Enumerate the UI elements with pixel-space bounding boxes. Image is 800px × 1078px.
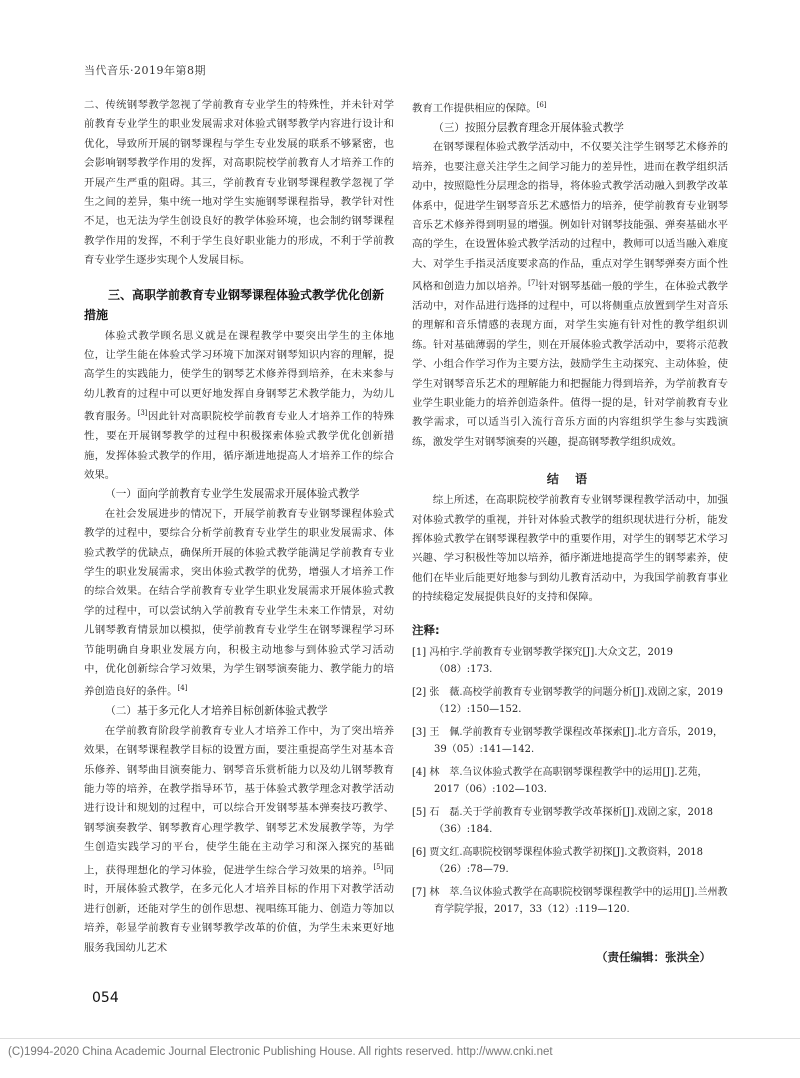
paragraph-text: 同时，开展体验式教学，在多元化人才培养目标的作用下对教学活动进行创新，还能对学生的创作思想、视唱练耳能力、创造力等加以培养，彰显学前教育专业钢琴教学改革的价值，为学生未来更好地服务我国幼儿艺术 [84, 864, 394, 954]
conclusion-heading: 结 语 [546, 472, 594, 487]
reference-list [412, 644, 728, 919]
paragraph [84, 505, 394, 703]
page-number: 054 [92, 990, 119, 1006]
paragraph-text: 在钢琴课程体验式教学活动中，不仅要关注学生钢琴艺术修养的培养，也要注意关注学生之间学习能力的差异性，进而在教学组织活动中，按照隐性分层理念的指导，将体验式教学活动融入到教学改革体系中，促进学生钢琴音乐艺术感悟力的培养，使学前教育专业钢琴音乐艺术修养得到明显的增强。例如针对钢琴技能强、弹奏基础水平高的学生，在设置体验式教学活动的过程中，教师可以适当融入难度大、对学生手指灵活度要求高的作品，重点对学生钢琴弹奏方面个性风格和创造力加以培养。 [412, 141, 728, 293]
paragraph-text: 教育工作提供相应的保障。 [412, 102, 537, 115]
subsection-heading: （一）面向学前教育专业学生发展需求开展体验式教学 [105, 488, 360, 501]
reference-item: [6] 贾文红.高职院校钢琴课程体验式教学初探[J].文教资料，2018（26）:78—79. [412, 846, 703, 876]
reference-item: [1] 冯柏宇.学前教育专业钢琴教学探究[J].大众文艺，2019（08）:173. [412, 646, 673, 676]
subsection-heading: （三）按照分层教育理念开展体验式教学 [433, 121, 624, 134]
paragraph [84, 722, 394, 958]
reference-item: [3] 王 佩.学前教育专业钢琴教学课程改革探索[J].北方音乐，2019，39（05）:141—142. [412, 726, 723, 756]
citation-ref: [4] [177, 684, 188, 693]
citation-ref: [6] [536, 101, 547, 109]
paragraph-text: 体验式教学顾名思义就是在课程教学中要突出学生的主体地位，让学生能在体验式学习环境下加深对钢琴知识内容的理解，提高学生的实践能力，使学生的钢琴艺术修养得到培养，在未来参与幼儿教育的过程中可以更好地发挥自身钢琴艺术教学能力，为幼儿教育服务。 [84, 329, 394, 423]
journal-header: 当代音乐·2019年第8期 [84, 64, 206, 77]
subsection-heading: （二）基于多元化人才培养目标创新体验式教学 [105, 705, 328, 718]
reference-item: [2] 张 薇.高校学前教育专业钢琴教学的问题分析[J].戏剧之家，2019（12）:150—152. [412, 686, 723, 716]
citation-ref: [3] [137, 409, 148, 418]
responsible-editor: （责任编辑：张洪全） [596, 950, 711, 964]
paragraph-text: 在学前教育阶段学前教育专业人才培养工作中，为了突出培养效果，在钢琴课程教学目标的设置方面，要注重提高学生对基本音乐修养、钢琴曲目演奏能力、钢琴音乐赏析能力以及幼儿钢琴教育能力等的培养，在教学指导环节，基于体验式教学理念对教学活动进行设计和规划的过程中，可以综合开发钢琴基本弹奏技巧教学、钢琴演奏教学、钢琴教育心理学教学、钢琴艺术发展教学等，为学生创造实践学习的平台，使学生能在主动学习和深入探究的基础上，获得理想化的学习体验，促进学生综合学习效果的培养。 [84, 724, 394, 877]
paragraph [412, 96, 728, 119]
right-column [412, 96, 728, 924]
paragraph-text: 针对钢琴基础一般的学生，在体验式教学活动中，对作品进行选择的过程中，可以将侧重点放置到学生对音乐的理解和音乐情感的表现方面，对学生实施有针对性的教学组织训练。针对基础薄弱的学生，则在开展体验式教学活动中，要将示范教学、小组合作学习作为主要方法，鼓励学生主动探究、主动体验，使学生对钢琴音乐艺术的理解能力和把握能力得到培养，为学前教育专业学生职业能力的培养创造条件。值得一提的是，针对学前教育专业教学需求，可以适当引入流行音乐方面的内容组织学生参与实践演练，激发学生对钢琴演奏的兴趣，提高钢琴教学组织成效。 [412, 280, 729, 448]
citation-ref: [7] [528, 279, 539, 288]
reference-item: [5] 石 磊.关于学前教育专业钢琴教学改革探析[J].戏剧之家，2018（36）:184. [412, 806, 713, 836]
paragraph-text: 因此针对高职院校学前教育专业人才培养工作的特殊性，要在开展钢琴教学的过程中积极探索体验式教学优化创新措施，发挥体验式教学的作用，循序渐进地提高人才培养工作的综合效果。 [84, 410, 395, 481]
copyright-notice: (C)1994-2020 China Academic Journal Electronic Publishing House. All rights reserved. http://www.cnki.net [8, 1046, 553, 1058]
paragraph [412, 138, 728, 452]
citation-ref: [5] [373, 862, 384, 871]
paragraph [84, 327, 394, 486]
notes-heading: 注释: [412, 622, 440, 637]
paragraph: 二、传统钢琴教学忽视了学前教育专业学生的特殊性，并未针对学前教育专业学生的职业发展需求对体验式钢琴教学内容进行设计和优化，导致所开展的钢琴课程与学生专业发展的联系不够紧密，也会影响钢琴教学作用的发挥，对高职院校学前教育人才培养工作的开展产生严重的阻碍。其三，学前教育专业钢琴课程教学忽视了学生之间的差异，集中统一地对学生实施钢琴课程指导，教学针对性不足，也无法为学生创设良好的教学体验环境，也会制约钢琴课程教学作用的发挥，不利于学生良好职业能力的形成，不利于学前教育专业学生逐步实现个人发展目标。 [84, 99, 394, 267]
section-heading: 三、高职学前教育专业钢琴课程体验式教学优化创新措施 [84, 287, 385, 322]
left-column [84, 96, 394, 958]
paragraph: 综上所述，在高职院校学前教育专业钢琴课程教学活动中，加强对体验式教学的重视，并针对体验式教学的组织现状进行分析，能发挥体验式教学在钢琴课程教学中的重要作用，对学生的钢琴艺术学习兴趣、学习积极性等加以培养，循序渐进地提高学生的钢琴素养，使他们在毕业后能更好地参与到幼儿教育活动中，为我国学前教育事业的持续稳定发展提供良好的支持和保障。 [412, 494, 728, 604]
footer-divider [0, 1038, 800, 1039]
reference-item: [7] 林 萃.刍议体验式教学在高职院校钢琴课程教学中的运用[J].兰州教育学院学报，2017，33（12）:119—120. [412, 886, 728, 916]
reference-item: [4] 林 萃.刍议体验式教学在高职钢琴课程教学中的运用[J].艺苑，2017（06）:102—103. [412, 766, 708, 796]
paragraph-text: 在社会发展进步的情况下，开展学前教育专业钢琴课程体验式教学的过程中，要综合分析学前教育专业学生的职业发展需求、体验式教学的优缺点，确保所开展的体验式教学能满足学前教育专业学生的职业发展需求，突出体验式教学的优势，增强人才培养工作的综合效果。在结合学前教育专业学生职业发展需求开展体验式教学的过程中，可以尝试纳入学前教育专业学生未来工作情景，对幼儿钢琴教育情景加以模拟，使学前教育专业学生在钢琴课程学习环节能明确自身职业发展方向，积极主动地参与到体验式学习活动中，优化创新综合学习效果，为学生钢琴演奏能力、教学能力的培养创造良好的条件。 [84, 507, 394, 698]
